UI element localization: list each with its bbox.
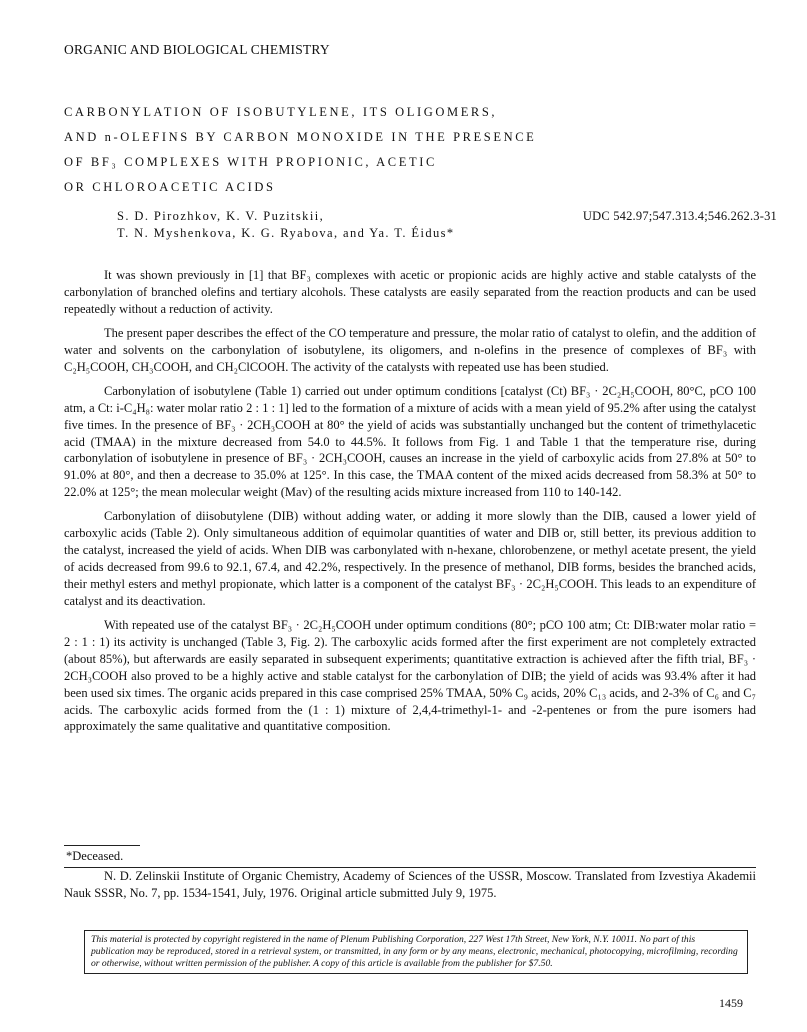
author-line: S. D. Pirozhkov, K. V. Puzitskii,: [117, 209, 325, 223]
body-paragraph: Carbonylation of isobutylene (Table 1) carried out under optimum conditions [catalyst (Ct) BF₃ · 2C₂H₅COOH, 80°C, pCO 100 atm, a Ct: i-C₄H₈: water molar ratio 2 : 1 : 1] led to the formation of a mixture of acids with a mean yield of 95.2% after using the catalyst five times. In the presence of BF₃ · 2CH₃COOH at 80° the yield of acids was substantially unchanged but the content of trimethylacetic acid (TMAA) in the mixture decreased from 54.0 to 44.5%. It follows from Fig. 1 and Table 1 that the temperature rise, during carbonylation of isobutylene in presence of BF₃ · 2CH₃COOH, causes an increase in the yield of carboxylic acids from 27.8% at 50° to 91.0% at 80°, and then a decrease to 35.0% at 125°. In this case, the TMAA content of the mixed acids decreased from 58.3% at 50° to 22.0% at 125°; the mean molecular weight (Mav) of the resulting acids mixture increased from 110 to 140-142.: [64, 383, 756, 500]
footnote-block: [64, 845, 756, 868]
author-line: T. N. Myshenkova, K. G. Ryabova, and Ya. T. Éidus*: [117, 226, 455, 240]
page-number: 1459: [719, 996, 743, 1010]
affiliation-note: [64, 868, 756, 901]
body-paragraph: Carbonylation of diisobutylene (DIB) without adding water, or adding it more slowly than the DIB, caused a lower yield of carboxylic acids (Table 2). Only simultaneous addition of equimolar quantities of water and DIB or, still better, its previous addition to the catalyst, increased the yield of acids. When DIB was carbonylated with n-hexane, chlorobenzene, or methyl acetate present, the yield of acids decreased from 99.6 to 92.1, 67.4, and 42.2%, respectively. In the presence of methanol, DIB forms, besides the branched acids, their methyl esters and methyl propionate, which latter is a component of the catalyst BF₃ · 2C₂H₅COOH. This leads to an expenditure of catalyst and its deactivation.: [64, 509, 756, 608]
title-line: AND n-OLEFINS BY CARBON MONOXIDE IN THE PRESENCE: [64, 130, 537, 144]
title-line: OF BF₃ COMPLEXES WITH PROPIONIC, ACETIC: [64, 155, 437, 169]
footnote-rule: [64, 845, 140, 846]
author-block: [117, 208, 777, 242]
section-heading: ORGANIC AND BIOLOGICAL CHEMISTRY: [64, 42, 330, 57]
copyright-notice: This material is protected by copyright registered in the name of Plenum Publishing Corporation, 227 West 17th Street, New York, N.Y. 10011. No part of this publication may be reproduced, stored in a retrieval system, or transmitted, in any form or by any means, electronic, mechanical, photocopying, microfilming, recording or otherwise, without written permission of the publisher. A copy of this article is available from the publisher for $7.50.: [84, 930, 748, 974]
title-line: CARBONYLATION OF ISOBUTYLENE, ITS OLIGOMERS,: [64, 105, 498, 119]
footnote: *Deceased.: [66, 849, 124, 863]
body-paragraph: The present paper describes the effect of the CO temperature and pressure, the molar ratio of catalyst to olefin, and the addition of water and solvents on the carbonylation of isobutylene, its oligomers, and n-olefins in the presence of complexes of BF₃ with C₂H₅COOH, CH₃COOH, and CH₂ClCOOH. The activity of the catalysts with repeated use has been studied.: [64, 325, 756, 374]
body-paragraph: With repeated use of the catalyst BF₃ · 2C₂H₅COOH under optimum conditions (80°; pCO 100 atm; Ct: DIB:water molar ratio = 2 : 1 : 1) its activity is unchanged (Table 3, Fig. 2). The carboxylic acids formed after the first experiment are not completely extracted (about 85%), but afterwards are easily separated in subsequent experiments; quantitative extraction is achieved after the fifth trial, BF₃ · 2CH₃COOH also proved to be a highly active and stable catalyst for the carbonylation of DIB; the yield of acids was 93.4% after it had been used six times. The organic acids prepared in this case comprised 25% TMAA, 50% C₉ acids, 20% C₁₃ acids, and 2-3% of C₆ and C₇ acids. The carboxylic acids formed from the (1 : 1) mixture of 2,4,4-trimethyl-1- and -2-pentenes or from the pure isomers had approximately the same qualitative and quantitative composition.: [64, 617, 756, 734]
affiliation-text: N. D. Zelinskii Institute of Organic Chemistry, Academy of Sciences of the USSR, Moscow. Translated from Izvestiya Akademii Nauk SSSR, No. 7, pp. 1534-1541, July, 1976. Original article submitted July 9, 1975.: [64, 869, 756, 900]
udc-code: UDC 542.97;547.313.4;546.262.3-31: [582, 209, 777, 223]
title-line: OR CHLOROACETIC ACIDS: [64, 180, 276, 194]
article-title: [64, 100, 764, 200]
body-paragraph: It was shown previously in [1] that BF₃ complexes with acetic or propionic acids are highly active and stable catalysts of the carbonylation of branched olefins and tertiary alcohols. These catalysts are easily separated from the reaction products and can be used repeatedly without a reduction of activity.: [64, 268, 756, 316]
article-body: [64, 267, 756, 743]
